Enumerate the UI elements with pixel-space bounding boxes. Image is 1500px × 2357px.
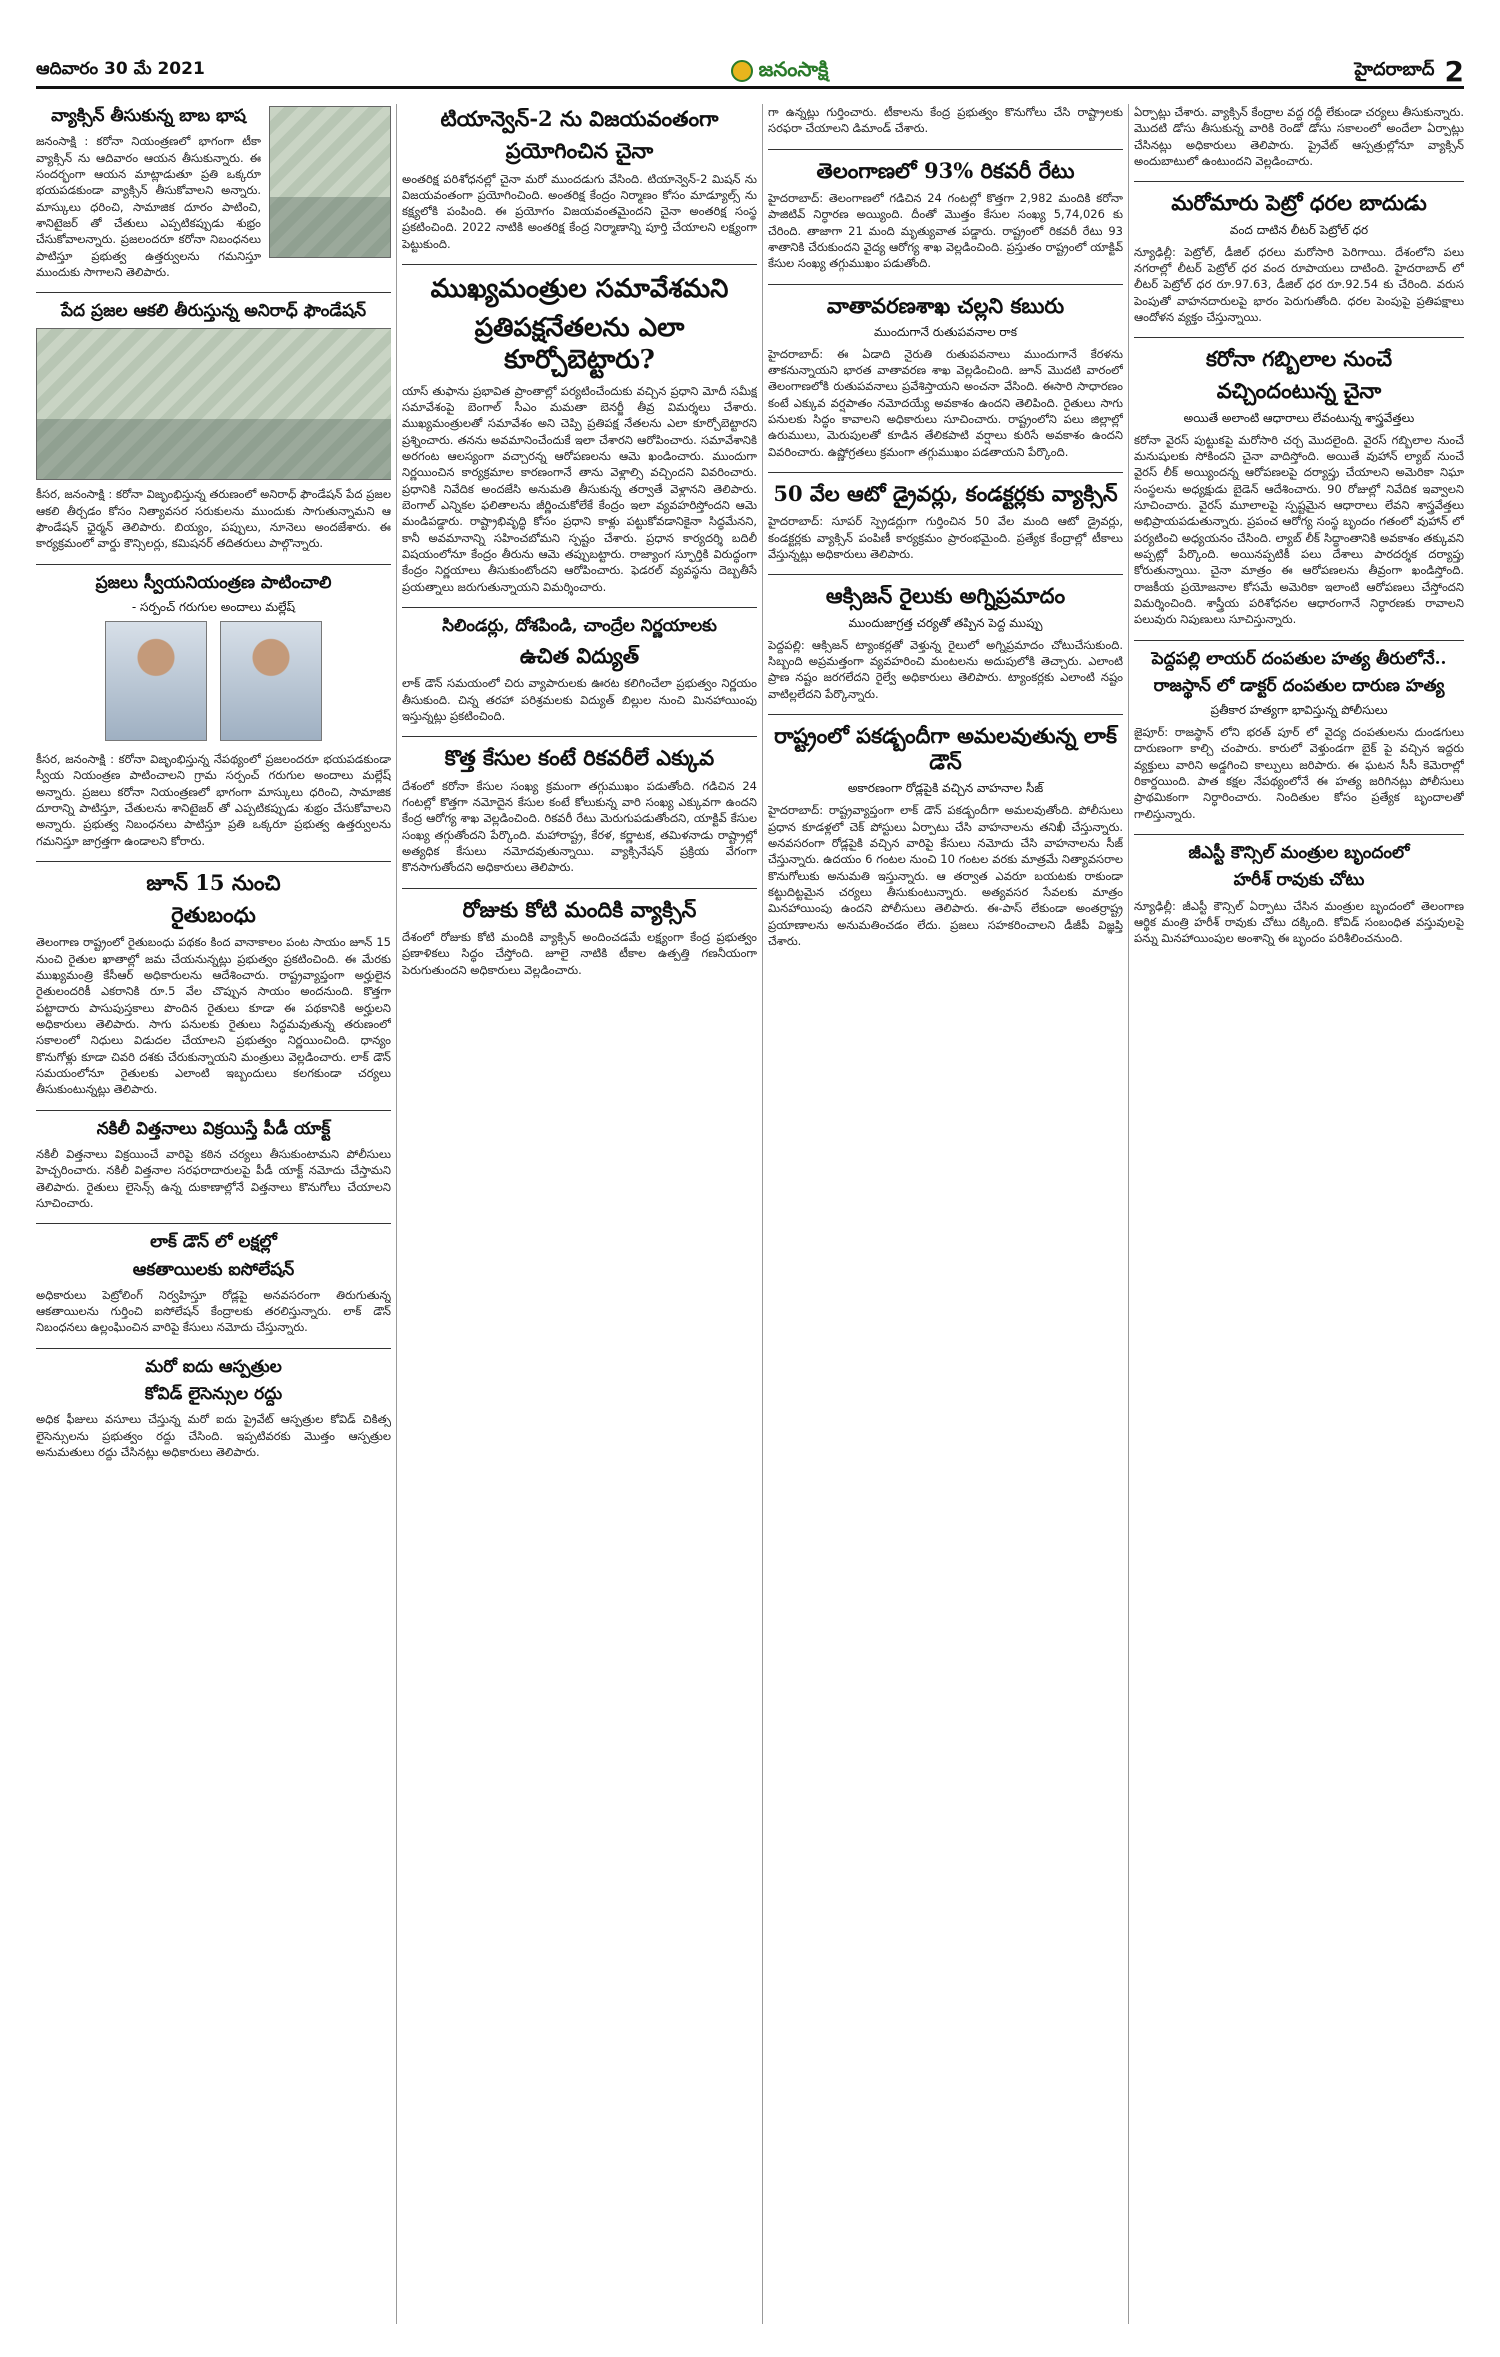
article-headline: కొత్త కేసుల కంటే రికవరీలే ఎక్కువ xyxy=(444,745,715,771)
column-4 xyxy=(1134,104,1464,2324)
article-headline: వాతావరణశాఖ చల్లని కబురు xyxy=(826,292,1065,318)
article-headline: కరోనా గబ్బిలాల నుంచే xyxy=(1205,346,1393,372)
article-headline: ముఖ్యమంత్రుల సమావేశమని xyxy=(430,274,729,305)
article-headline: రోజుకు కోటి మందికి వ్యాక్సిన్ xyxy=(462,896,697,922)
page-number: 2 xyxy=(1444,54,1464,88)
article-headline: 50 వేల ఆటో డ్రైవర్లు, కండక్టర్లకు వ్యాక్సిన్ xyxy=(773,481,1118,507)
article-body: అధికారులు పెట్రోలింగ్ నిర్వహిస్తూ రోడ్లపై అనవసరంగా తిరుగుతున్న ఆకతాయిలను గుర్తించి ఐసోలేషన్ కేంద్రాలకు తరలిస్తున్నారు. లాక్ డౌన్ నిబంధనలు ఉల్లంఘించిన వారిపై కేసులు నమోదు చేస్తున్నారు. xyxy=(36,1287,391,1335)
article-photo xyxy=(36,328,391,480)
article-china-launch xyxy=(402,106,757,252)
article-headline-line2: రైతుబంధు xyxy=(171,902,256,928)
article-headline: ఆక్సిజన్ రైలుకు అగ్నిప్రమాదం xyxy=(825,583,1066,609)
article-body: అంతరిక్ష పరిశోధనల్లో చైనా మరో ముందడుగు వేసింది. టియాన్వెన్-2 మిషన్ ను విజయవంతంగా ప్రయోగించింది. అంతరిక్ష కేంద్రం నిర్మాణం కోసం మాడ్యూల్స్ ను కక్ష్యలోకి పంపింది. ఈ ప్రయోగం విజయవంతమైందని చైనా అంతరిక్ష సంస్థ ప్రకటించింది. 2022 నాటికి అంతరిక్ష కేంద్ర నిర్మాణాన్ని పూర్తి చేయాలని లక్ష్యంగా పెట్టుకుంది. xyxy=(402,171,757,251)
masthead xyxy=(36,56,1464,89)
column-1 xyxy=(36,104,391,2324)
article-headline-line2: ప్రతిపక్షనేతలను ఎలా కూర్చోబెట్టారు? xyxy=(474,312,685,376)
issue-date: ఆదివారం 30 మే 2021 xyxy=(36,59,205,79)
article-subhead: అకారణంగా రోడ్లపైకి వచ్చిన వాహనాల సీజ్ xyxy=(847,781,1044,796)
logo-emblem-icon xyxy=(731,60,753,82)
article-subhead: వంద దాటిన లీటర్ పెట్రోల్ ధర xyxy=(1229,222,1369,237)
article-continued xyxy=(1134,104,1464,169)
article-auto-drivers-vaccine xyxy=(768,481,1123,562)
article-body: తెలంగాణ రాష్ట్రంలో రైతుబంధు పథకం కింద వానాకాలం పంట సాయం జూన్ 15 నుంచి రైతుల ఖాతాల్లో జమ చేయనున్నట్లు ప్రభుత్వం ప్రకటించింది. ఈ మేరకు ముఖ్యమంత్రి కేసీఆర్ అధికారులను ఆదేశించారు. రాష్ట్రవ్యాప్తంగా అర్హులైన రైతులందరికీ ఎకరానికి రూ.5 వేల చొప్పున సాయం అందనుంది. కొత్తగా పట్టాదారు పాసుపుస్తకాలు పొందిన రైతులు కూడా ఈ పథకానికి అర్హులని అధికారులు తెలిపారు. సాగు పనులకు రైతులు సిద్ధమవుతున్న తరుణంలో సకాలంలో నిధులు విడుదల చేయాలని ప్రభుత్వం నిర్ణయించింది. ధాన్యం కొనుగోళ్లు కూడా చివరి దశకు చేరుకున్నాయని మంత్రులు వెల్లడించారు. లాక్ డౌన్ సమయంలోనూ రైతులకు ఎలాంటి ఇబ్బందులు కలగకుండా చర్యలు తీసుకుంటున్నట్లు తెలిపారు. xyxy=(36,935,391,1097)
edition-city: హైదరాబాద్ xyxy=(1354,58,1435,80)
article-body: పెద్దపల్లి: ఆక్సిజన్ ట్యాంకర్లతో వెళ్తున్న రైలులో అగ్నిప్రమాదం చోటుచేసుకుంది. సిబ్బంది అప్రమత్తంగా వ్యవహరించి మంటలను అదుపులోకి తెచ్చారు. ఎలాంటి ప్రాణ నష్టం జరగలేదని రైల్వే అధికారులు తెలిపారు. ట్యాంకర్లకు ఎలాంటి నష్టం వాటిల్లలేదని పేర్కొన్నారు. xyxy=(768,637,1123,701)
article-lockdown-state xyxy=(768,723,1123,949)
article-rythu-bandhu xyxy=(36,870,391,1098)
article-headline: రాష్ట్రంలో పకడ్బందీగా అమలవుతున్న లాక్ డౌన్ xyxy=(774,722,1117,775)
article-petrol-prices xyxy=(1134,190,1464,325)
portrait-photo xyxy=(105,621,207,741)
article-body: న్యూఢిల్లీ: జీఎస్టీ కౌన్సిల్ ఏర్పాటు చేసిన మంత్రుల బృందంలో తెలంగాణ ఆర్థిక మంత్రి హరీశ్ రావుకు చోటు దక్కింది. కోవిడ్ సంబంధిత వస్తువులపై పన్ను మినహాయింపుల అంశాన్ని ఈ బృందం పరిశీలించనుంది. xyxy=(1134,898,1464,946)
column-3 xyxy=(768,104,1123,2324)
article-recoveries xyxy=(402,745,757,875)
article-corona-bats xyxy=(1134,346,1464,627)
article-headline: జూన్ 15 నుంచి xyxy=(146,869,281,895)
article-headline: లాక్ డౌన్ లో లక్షల్లో xyxy=(150,1232,277,1253)
article-body: జైపూర్: రాజస్థాన్ లోని భరత్ పూర్ లో వైద్య దంపతులను దుండగులు దారుణంగా కాల్చి చంపారు. కారులో వెళ్తుండగా బైక్ పై వచ్చిన ఇద్దరు వ్యక్తులు వారిని అడ్డగించి కాల్పులు జరిపారు. ఈ ఘటన సీసీ కెమెరాల్లో రికార్డయింది. పాత కక్షల నేపథ్యంలోనే ఈ హత్య జరిగినట్లు పోలీసులు ప్రాథమికంగా నిర్ధారించారు. నిందితుల కోసం ప్రత్యేక బృందాలతో గాలిస్తున్నారు. xyxy=(1134,725,1464,821)
article-body: హైదరాబాద్: ఈ ఏడాది నైరుతి రుతుపవనాలు ముందుగానే కేరళను తాకనున్నాయని భారత వాతావరణ శాఖ వెల్లడించింది. జూన్ మొదటి వారంలో తెలంగాణలోకి రుతుపవనాలు ప్రవేశిస్తాయని అంచనా వేసింది. ఈసారి సాధారణం కంటే ఎక్కువ వర్షపాతం నమోదయ్యే అవకాశం ఉందని తెలిపింది. రైతులు సాగు పనులకు సిద్ధం కావాలని అధికారులు సూచించారు. రాష్ట్రంలోని పలు జిల్లాల్లో ఉరుములు, మెరుపులతో కూడిన తేలికపాటి వర్షాలు కురిసే అవకాశం ఉందని వివరించారు. ఉష్ణోగ్రతలు క్రమంగా తగ్గుముఖం పడతాయని పేర్కొంది. xyxy=(768,346,1123,459)
article-headline: ప్రజలు స్వీయనియంత్రణ పాటించాలి xyxy=(95,572,332,593)
article-fake-seeds xyxy=(36,1119,391,1212)
article-headline-line2: ప్రయోగించిన చైనా xyxy=(505,138,654,164)
article-cm-meeting xyxy=(402,273,757,595)
article-body: ఏర్పాట్లు చేశారు. వ్యాక్సిన్ కేంద్రాల వద్ద రద్దీ లేకుండా చర్యలు తీసుకున్నారు. మొదటి డోసు తీసుకున్న వారికి రెండో డోసు సకాలంలో అందేలా ఏర్పాట్లు చేసినట్లు అధికారులు తెలిపారు. ప్రైవేట్ ఆస్పత్రుల్లోనూ వ్యాక్సిన్ అందుబాటులో ఉంటుందని వెల్లడించారు. xyxy=(1134,105,1464,168)
article-headline: మరోమారు పెట్రో ధరల బాదుడు xyxy=(1171,190,1427,216)
article-body: కీసర, జనంసాక్షి : కరోనా విజృంభిస్తున్న నేపథ్యంలో ప్రజలందరూ భయపడకుండా స్వీయ నియంత్రణ పాటించాలని గ్రామ సర్పంచ్ గరుగుల అందాలు మల్లేష్ అన్నారు. ప్రజలు కరోనా నియంత్రణలో భాగంగా మాస్కులు ధరించి, సామాజిక దూరాన్ని పాటిస్తూ, చేతులను శానిటైజర్ తో ఎప్పటికప్పుడు శుభ్రం చేసుకోవాలని అన్నారు. ప్రభుత్వ నిబంధనలు పాటిస్తూ ప్రతి ఒక్కరూ ప్రభుత్వ ఉత్తర్వులను గమనిస్తూ జాగ్రత్తగా ఉండాలని కోరారు. xyxy=(36,752,391,848)
logo-text: జనంసాక్షి xyxy=(758,56,829,81)
column-2 xyxy=(402,104,757,2324)
article-body: న్యూఢిల్లీ: పెట్రోల్, డీజిల్ ధరలు మరోసారి పెరిగాయి. దేశంలోని పలు నగరాల్లో లీటర్ పెట్రోల్ ధర వంద రూపాయలు దాటింది. హైదరాబాద్ లో లీటర్ పెట్రోల్ ధర రూ.97.63, డీజిల్ ధర రూ.92.54 కు చేరింది. వరుస పెంపుతో వాహనదారులపై భారం పెరుగుతోంది. ధరల పెంపుపై ప్రతిపక్షాలు ఆందోళన వ్యక్తం చేస్తున్నాయి. xyxy=(1134,244,1464,324)
article-headline: నకిలీ విత్తనాలు విక్రయిస్తే పీడీ యాక్ట్ xyxy=(96,1118,331,1139)
column-divider xyxy=(762,104,763,2324)
article-body: దేశంలో కరోనా కేసుల సంఖ్య క్రమంగా తగ్గుముఖం పడుతోంది. గడిచిన 24 గంటల్లో కొత్తగా నమోదైన కేసుల కంటే కోలుకున్న వారి సంఖ్య ఎక్కువగా ఉందని కేంద్ర ఆరోగ్య శాఖ వెల్లడించింది. రికవరీ రేటు మెరుగుపడుతోందని, యాక్టివ్ కేసుల సంఖ్య తగ్గుతోందని పేర్కొంది. మహారాష్ట్ర, కేరళ, కర్ణాటక, తమిళనాడు రాష్ట్రాల్లో అత్యధిక కేసులు నమోదవుతున్నాయి. వ్యాక్సినేషన్ ప్రక్రియ వేగంగా కొనసాగుతోందని అధికారులు తెలిపారు. xyxy=(402,778,757,875)
article-subhead: ముందుగానే రుతుపవనాల రాక xyxy=(873,324,1018,339)
article-subhead: - సర్పంచ్ గరుగుల అందాలు మల్లేష్ xyxy=(131,600,296,615)
article-headline-line2: ఆకతాయిలకు ఐసోలేషన్ xyxy=(132,1259,295,1280)
article-body: హైదరాబాద్: తెలంగాణలో గడిచిన 24 గంటల్లో కొత్తగా 2,982 మందికి కరోనా పాజిటివ్ నిర్ధారణ అయ్యింది. దీంతో మొత్తం కేసుల సంఖ్య 5,74,026 కు చేరింది. తాజాగా 21 మంది మృత్యువాత పడ్డారు. రాష్ట్రంలో రికవరీ రేటు 93 శాతానికి చేరుకుందని వైద్య ఆరోగ్య శాఖ వెల్లడించింది. ప్రస్తుతం రాష్ట్రంలో యాక్టివ్ కేసుల సంఖ్య తగ్గుముఖం పడుతోంది. xyxy=(768,190,1123,271)
article-headline-line2: కోవిడ్ లైసెన్సుల రద్దు xyxy=(144,1384,283,1405)
article-headline-line2: రాజస్థాన్ లో డాక్టర్ దంపతుల దారుణ హత్య xyxy=(1153,675,1445,696)
article-self-regulation xyxy=(36,573,391,849)
article-photo xyxy=(269,106,391,258)
article-body: యాస్ తుఫాను ప్రభావిత ప్రాంతాల్లో పర్యటించేందుకు వచ్చిన ప్రధాని మోదీ సమీక్ష సమావేశంపై బెంగాల్ సీఎం మమతా బెనర్జీ తీవ్ర విమర్శలు చేశారు. ముఖ్యమంత్రులతో సమావేశం అని చెప్పి ప్రతిపక్ష నేతలను ఎలా కూర్చోబెట్టారని ప్రశ్నించారు. తనను అవమానించేందుకే ఇలా చేశారని ఆరోపించారు. సమావేశానికి అరగంట ఆలస్యంగా వచ్చారన్న ఆరోపణలను ఆమె ఖండించారు. ముందుగా నిర్ణయించిన కార్యక్రమాల కారణంగానే తాను వెళ్లాల్సి వచ్చిందని వివరించారు. ప్రధానికి నివేదిక అందజేసి అనుమతి తీసుకున్న తర్వాతే వెళ్లానని తెలిపారు. బెంగాల్ ఎన్నికల ఫలితాలను జీర్ణించుకోలేకే కేంద్రం ఇలా వ్యవహరిస్తోందని ఆమె మండిపడ్డారు. రాష్ట్రాభివృద్ధి కోసం ప్రధాని కాళ్లు పట్టుకోవడానికైనా సిద్ధమేనని, కానీ అవమానాన్ని సహించబోమని స్పష్టం చేశారు. ప్రధాన కార్యదర్శి బదిలీ విషయంలోనూ కేంద్రం తీరును ఆమె తప్పుబట్టారు. రాజ్యాంగ స్ఫూర్తికి విరుద్ధంగా కేంద్రం నిర్ణయాలు తీసుకుంటోందని ఆరోపించారు. ఫెడరల్ వ్యవస్థను దెబ్బతీసే ప్రయత్నాలు జరుగుతున్నాయని విమర్శించారు. xyxy=(402,383,757,594)
article-oxygen-train xyxy=(768,583,1123,702)
portrait-photo xyxy=(220,621,322,741)
article-free-power xyxy=(402,616,757,724)
column-divider xyxy=(396,104,397,2324)
article-subhead: ముందుజాగ్రత్త చర్యతో తప్పిన పెద్ద ముప్పు xyxy=(848,615,1043,630)
article-body: హైదరాబాద్: రాష్ట్రవ్యాప్తంగా లాక్ డౌన్ పకడ్బందీగా అమలవుతోంది. పోలీసులు ప్రధాన కూడళ్లలో చెక్ పోస్టులు ఏర్పాటు చేసి వాహనాలను తనిఖీ చేస్తున్నారు. అనవసరంగా రోడ్లపైకి వచ్చిన వారిపై కేసులు నమోదు చేసి వాహనాలను సీజ్ చేస్తున్నారు. ఉదయం 6 గంటల నుంచి 10 గంటల వరకు మాత్రమే నిత్యావసరాల కొనుగోలుకు అనుమతి ఇస్తున్నారు. ఆ తర్వాత ఎవరూ బయటకు రాకుండా కట్టుదిట్టమైన చర్యలు తీసుకుంటున్నారు. అత్యవసర సేవలకు మాత్రం మినహాయింపు ఉందని పోలీసులు తెలిపారు. ఈ-పాస్ లేకుండా అంతర్రాష్ట్ర ప్రయాణాలను అనుమతించడం లేదు. ప్రజలు సహకరించాలని డీజీపీ విజ్ఞప్తి చేశారు. xyxy=(768,803,1123,949)
article-body: దేశంలో రోజుకు కోటి మందికి వ్యాక్సిన్ అందించడమే లక్ష్యంగా కేంద్ర ప్రభుత్వం ప్రణాళికలు సిద్ధం చేస్తోంది. జూలై నాటికి టీకాల ఉత్పత్తి గణనీయంగా పెరుగుతుందని అధికారులు వెల్లడించారు. xyxy=(402,929,757,977)
article-body: అధిక ఫీజులు వసూలు చేస్తున్న మరో ఐదు ప్రైవేట్ ఆస్పత్రుల కోవిడ్ చికిత్స లైసెన్సులను ప్రభుత్వం రద్దు చేసింది. ఇప్పటివరకు మొత్తం ఆస్పత్రుల అనుమతులు రద్దు చేసినట్లు అధికారులు తెలిపారు. xyxy=(36,1412,391,1459)
column-divider xyxy=(1128,104,1129,2324)
article-monsoon xyxy=(768,293,1123,461)
article-headline-line2: ఉచిత విద్యుత్ xyxy=(519,643,640,669)
article-subhead: ప్రతీకార హత్యగా భావిస్తున్న పోలీసులు xyxy=(1210,703,1388,718)
article-body: లాక్ డౌన్ సమయంలో చిరు వ్యాపారులకు ఊరట కలిగించేలా ప్రభుత్వం నిర్ణయం తీసుకుంది. చిన్న తరహా పరిశ్రమలకు విద్యుత్ బిల్లుల నుంచి మినహాయింపు ఇస్తున్నట్లు ప్రకటించింది. xyxy=(402,676,757,724)
article-headline: జీఎస్టీ కౌన్సిల్ మంత్రుల బృందంలో xyxy=(1188,843,1410,864)
article-body: హైదరాబాద్: సూపర్ స్ప్రెడర్లుగా గుర్తించిన 50 వేల మంది ఆటో డ్రైవర్లు, కండక్టర్లకు వ్యాక్సిన్ పంపిణీ కార్యక్రమం ప్రారంభమైంది. ప్రత్యేక కేంద్రాల్లో టీకాలు వేస్తున్నట్లు అధికారులు తెలిపారు. xyxy=(768,514,1123,561)
article-headline-line2: వచ్చిందంటున్న చైనా xyxy=(1216,378,1382,404)
article-anirudh-foundation xyxy=(36,301,391,552)
article-subhead: అయితే అలాంటి ఆధారాలు లేవంటున్న శాస్త్రవేత్తలు xyxy=(1183,410,1415,425)
article-gst-council xyxy=(1134,843,1464,946)
article-headline-line2: హరీశ్ రావుకు చోటు xyxy=(1233,870,1365,891)
article-lockdown-isolation xyxy=(36,1232,391,1335)
article-hospital-licenses xyxy=(36,1357,391,1460)
article-headline: టియాన్వెన్-2 ను విజయవంతంగా xyxy=(440,106,719,131)
article-body: కీసర, జనంసాక్షి : కరోనా విజృంభిస్తున్న తరుణంలో అనిరాధ్ ఫౌండేషన్ పేద ప్రజల ఆకలి తీర్చడం కోసం నిత్యావసర సరుకులను ముందుకు సాగుతున్నామని ఆ ఫౌండేషన్ ఛైర్మన్ తెలిపారు. బియ్యం, పప్పులు, నూనెలు అందజేశారు. ఈ కార్యక్రమంలో వార్డు కౌన్సిలర్లు, కమిషనర్ తదితరులు పాల్గొన్నారు. xyxy=(36,487,391,551)
edition-info xyxy=(1354,55,1464,88)
article-vaccine-baba-bhasha xyxy=(36,106,391,280)
article-headline: పెద్దపల్లి లాయర్ దంపతుల హత్య తీరులోనే.. xyxy=(1151,648,1447,669)
article-crore-vaccine xyxy=(402,897,757,978)
article-doctor-couple xyxy=(1134,649,1464,822)
article-headline: సిలిండర్లు, దోశపిండి, చాంద్రేల నిర్ణయాలకు xyxy=(442,615,717,636)
portrait-photos xyxy=(36,621,391,745)
article-body: జనంసాక్షి : కరోనా నియంత్రణలో భాగంగా టీకా వ్యాక్సిన్ ను ఆదివారం ఆయన తీసుకున్నారు. ఈ సందర్భంగా ఆయన మాట్లాడుతూ ప్రతి ఒక్కరూ భయపడకుండా వ్యాక్సిన్ తీసుకోవాలని అన్నారు. మాస్కులు ధరించి, సామాజిక దూరం పాటించి, శానిటైజర్ తో చేతులు ఎప్పటికప్పుడు శుభ్రం చేసుకోవాలన్నారు. ప్రజలందరూ కరోనా నిబంధనలు పాటిస్తూ ప్రభుత్వ ఉత్తర్వులను గమనిస్తూ ముందుకు సాగాలని తెలిపారు. xyxy=(36,134,261,279)
article-headline: తెలంగాణలో 93% రికవరీ రేటు xyxy=(816,157,1075,183)
article-body: గా ఉన్నట్లు గుర్తించారు. టీకాలను కేంద్ర ప్రభుత్వం కొనుగోలు చేసి రాష్ట్రాలకు సరఫరా చేయాలని డిమాండ్ చేశారు. xyxy=(768,105,1123,136)
article-headline: మరో ఐదు ఆస్పత్రుల xyxy=(145,1356,282,1377)
article-body: కరోనా వైరస్ పుట్టుకపై మరోసారి చర్చ మొదలైంది. వైరస్ గబ్బిలాల నుంచే మనుషులకు సోకిందని చైనా వాదిస్తోంది. అయితే వుహాన్ ల్యాబ్ నుంచే వైరస్ లీక్ అయ్యిందన్న ఆరోపణలపై దర్యాప్తు చేయాలని అమెరికా నిఘా సంస్థలను అధ్యక్షుడు బైడెన్ ఆదేశించారు. 90 రోజుల్లో నివేదిక ఇవ్వాలని సూచించారు. వైరస్ మూలాలపై స్పష్టమైన ఆధారాలు లేవని శాస్త్రవేత్తలు అభిప్రాయపడుతున్నారు. ప్రపంచ ఆరోగ్య సంస్థ బృందం గతంలో వుహాన్ లో పర్యటించి అధ్యయనం చేసింది. ల్యాబ్ లీక్ సిద్ధాంతానికి అవకాశం తక్కువని అప్పట్లో పేర్కొంది. అయినప్పటికీ పలు దేశాలు పారదర్శక దర్యాప్తు కోరుతున్నాయి. చైనా మాత్రం ఈ ఆరోపణలను తీవ్రంగా ఖండిస్తోంది. రాజకీయ ప్రయోజనాల కోసమే అమెరికా ఇలాంటి ఆరోపణలు చేస్తోందని విమర్శించింది. శాస్త్రీయ పరిశోధనల ఆధారంగానే నిర్ధారణకు రావాలని పలువురు నిపుణులు సూచిస్తున్నారు. xyxy=(1134,432,1464,627)
newspaper-logo xyxy=(731,57,829,86)
article-headline: పేద ప్రజల ఆకలి తీరుస్తున్న అనిరాధ్ ఫౌండేషన్ xyxy=(60,301,367,322)
article-telangana-recovery xyxy=(768,158,1123,272)
article-continued xyxy=(768,104,1123,137)
article-headline: వ్యాక్సిన్ తీసుకున్న బాబ భాష xyxy=(51,106,246,126)
article-body: నకిలీ విత్తనాలు విక్రయించే వారిపై కఠిన చర్యలు తీసుకుంటామని పోలీసులు హెచ్చరించారు. నకిలీ విత్తనాల సరఫరాదారులపై పీడీ యాక్ట్ నమోదు చేస్తామని తెలిపారు. రైతులు లైసెన్స్ ఉన్న దుకాణాల్లోనే విత్తనాలు కొనుగోలు చేయాలని సూచించారు. xyxy=(36,1147,391,1210)
